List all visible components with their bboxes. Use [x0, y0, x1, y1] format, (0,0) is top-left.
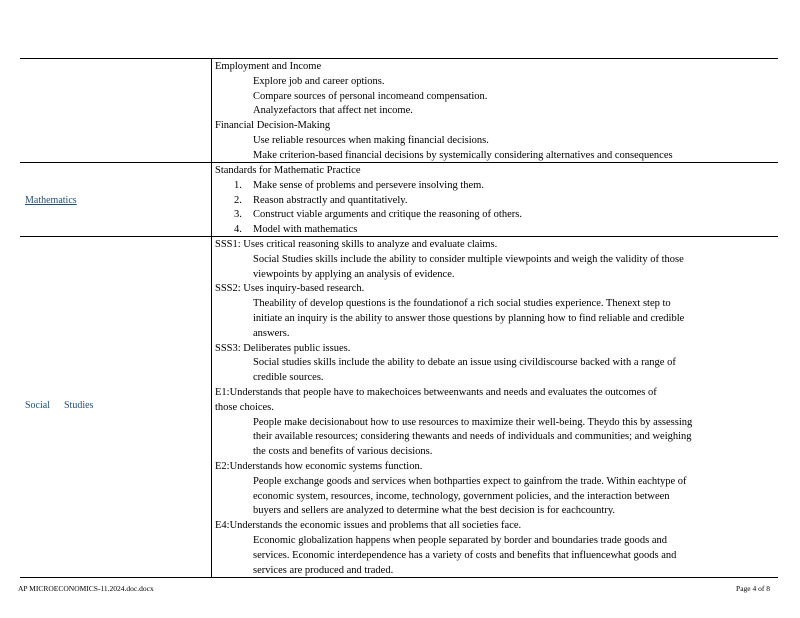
bullet-continuation: answers.	[253, 327, 290, 339]
bullet-item: Social studies skills include the ability to debate an issue using civildiscourse backed with a range of	[253, 357, 676, 369]
section-heading: Financial Decision-Making	[215, 120, 331, 132]
row-content	[215, 164, 774, 238]
bullet-continuation: services are produced and traded.	[253, 564, 394, 576]
row-content	[215, 238, 774, 578]
bullet-item: Explore job and career options.	[253, 75, 385, 87]
bullet-item: People make decisionabout how to use resources to maximize their well-being. Theydo this by assessing	[253, 416, 693, 428]
bullet-continuation: economic system, resources, income, technology, government policies, and the interaction between	[253, 490, 670, 502]
bullet-continuation: viewpoints by applying an analysis of evidence.	[253, 268, 455, 280]
standard-heading: SSS3: Deliberates public issues.	[215, 342, 351, 354]
bullet-item: Theability of develop questions is the foundationof a rich social studies experience. Thenext step to	[253, 298, 671, 310]
table-row-social-studies	[20, 237, 778, 577]
bullet-continuation: credible sources.	[253, 372, 324, 384]
bullet-item: People exchange goods and services when bothparties expect to gainfrom the trade. Within eachtype of	[253, 475, 687, 487]
bullet-item: Analyzefactors that affect net income.	[253, 105, 413, 117]
bullet-continuation: the costs and benefits of various decisions.	[253, 446, 433, 458]
footer-page-number: Page 4 of 8	[736, 584, 770, 593]
standards-table	[20, 58, 778, 578]
bullet-continuation: initiate an inquiry is the ability to answer those questions by planning how to find reliable and credible	[253, 312, 685, 324]
bullet-item: Make criterion-based financial decisions by systemically considering alternatives and consequences	[253, 149, 673, 161]
standard-heading-continuation: those choices.	[215, 401, 274, 413]
bullet-item: Use reliable resources when making financial decisions.	[253, 134, 489, 146]
bullet-item: Economic globalization happens when people separated by border and boundaries trade goods and	[253, 534, 668, 546]
standard-heading: E2:Understands how economic systems function.	[215, 460, 423, 472]
standard-heading: E4:Understands the economic issues and problems that all societies face.	[215, 520, 522, 532]
numbered-item: 1. Make sense of problems and persevere insolving them.	[234, 179, 484, 191]
standard-heading: SSS1: Uses critical reasoning skills to analyze and evaluate claims.	[215, 239, 498, 250]
footer-filename: AP MICROECONOMICS-11.2024.doc.docx	[18, 584, 154, 593]
row-content	[215, 60, 774, 164]
section-heading: Standards for Mathematic Practice	[215, 165, 361, 176]
row-heading-social-studies: Social Studies	[25, 400, 94, 411]
bullet-item: Compare sources of personal incomeand compensation.	[253, 90, 488, 102]
table-row-financial	[20, 59, 778, 163]
standard-heading: E1:Understands that people have to makechoices betweenwants and needs and evaluates the outcomes of	[215, 386, 657, 398]
section-heading: Employment and Income	[215, 61, 322, 72]
row-heading-mathematics: Mathematics	[25, 195, 77, 206]
bullet-continuation: their available resources; considering thewants and needs of individuals and communities; and weighing	[253, 431, 692, 443]
numbered-item: 2. Reason abstractly and quantitatively.	[234, 194, 408, 206]
bullet-continuation: services. Economic interdependence has a variety of costs and benefits that influencewhat goods and	[253, 549, 677, 561]
table-row-mathematics	[20, 163, 778, 237]
numbered-item: 3. Construct viable arguments and critique the reasoning of others.	[234, 209, 522, 221]
bullet-item: Social Studies skills include the ability to consider multiple viewpoints and weigh the validity of those	[253, 253, 684, 265]
bullet-continuation: buyers and sellers are analyzed to determine what the best decision is for eachcountry.	[253, 505, 616, 517]
numbered-item: 4. Model with mathematics	[234, 224, 358, 236]
standard-heading: SSS2: Uses inquiry-based research.	[215, 283, 365, 295]
